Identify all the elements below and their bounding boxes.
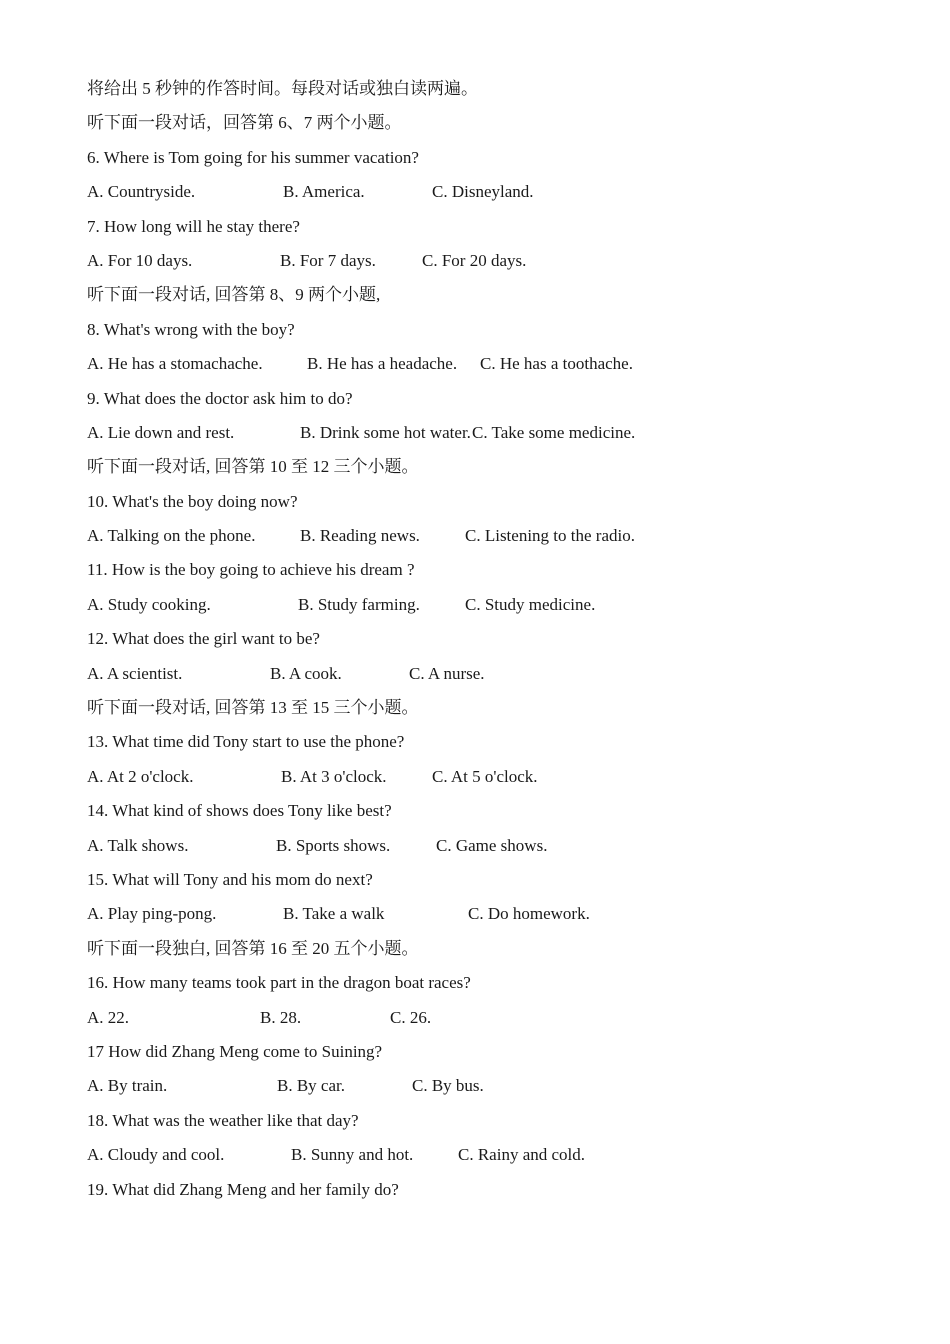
- option-c: C. Rainy and cold.: [458, 1145, 586, 1165]
- option-a: A. Play ping-pong.: [87, 904, 217, 924]
- answer-options: [87, 657, 907, 691]
- question-text: 12. What does the girl want to be?: [87, 629, 320, 649]
- document-page: [87, 72, 907, 1207]
- question-text: 18. What was the weather like that day?: [87, 1110, 359, 1130]
- answer-options: [87, 347, 907, 381]
- option-c: C. Game shows.: [436, 835, 548, 855]
- option-a: A. Countryside.: [87, 182, 196, 202]
- question-text: 15. What will Tony and his mom do next?: [87, 869, 373, 889]
- option-b: B. At 3 o'clock.: [281, 766, 387, 786]
- option-b: B. For 7 days.: [280, 250, 376, 270]
- answer-options: [87, 588, 907, 622]
- option-c: C. Study medicine.: [465, 594, 596, 614]
- question-text: 6. Where is Tom going for his summer vacation?: [87, 147, 419, 167]
- option-c: C. Listening to the radio.: [465, 526, 635, 546]
- answer-options: [87, 760, 907, 794]
- section-instruction: 听下面一段对话，回答第 6、7 两个小题。: [87, 113, 402, 133]
- question-text: 14. What kind of shows does Tony like best?: [87, 801, 392, 821]
- section-instruction: 听下面一段对话, 回答第 10 至 12 三个小题。: [87, 457, 419, 477]
- answer-options: [87, 519, 907, 553]
- question-text: 7. How long will he stay there?: [87, 216, 300, 236]
- answer-options: [87, 416, 907, 450]
- option-a: A. Talking on the phone.: [87, 526, 256, 546]
- option-c: C. He has a toothache.: [480, 354, 633, 374]
- section-instruction: 听下面一段对话, 回答第 13 至 15 三个小题。: [87, 698, 419, 718]
- option-a: A. For 10 days.: [87, 250, 193, 270]
- option-a: A. A scientist.: [87, 663, 183, 683]
- option-a: A. By train.: [87, 1076, 168, 1096]
- option-c: C. Take some medicine.: [472, 422, 636, 442]
- option-b: B. Drink some hot water.: [300, 422, 471, 442]
- question-text: 9. What does the doctor ask him to do?: [87, 388, 353, 408]
- option-c: C. 26.: [390, 1007, 432, 1027]
- section-instruction: 将给出 5 秒钟的作答时间。每段对话或独白读两遍。: [87, 79, 478, 98]
- question-text: 17 How did Zhang Meng come to Suining?: [87, 1041, 383, 1061]
- answer-options: [87, 175, 907, 209]
- answer-options: [87, 829, 907, 863]
- option-b: B. Sports shows.: [276, 835, 391, 855]
- option-c: C. By bus.: [412, 1076, 484, 1096]
- option-c: C. For 20 days.: [422, 250, 527, 270]
- option-c: C. Do homework.: [468, 904, 590, 924]
- question-text: 16. How many teams took part in the dragon boat races?: [87, 973, 471, 993]
- option-a: A. Talk shows.: [87, 835, 189, 855]
- option-a: A. Lie down and rest.: [87, 422, 235, 442]
- section-instruction: 听下面一段独白, 回答第 16 至 20 五个小题。: [87, 938, 419, 958]
- option-a: A. Cloudy and cool.: [87, 1145, 225, 1165]
- option-b: B. He has a headache.: [307, 354, 458, 374]
- question-text: 11. How is the boy going to achieve his dream ?: [87, 560, 415, 580]
- answer-options: [87, 1138, 907, 1172]
- option-c: C. A nurse.: [409, 663, 485, 683]
- section-instruction: 听下面一段对话, 回答第 8、9 两个小题,: [87, 285, 381, 305]
- option-a: A. 22.: [87, 1007, 130, 1027]
- option-b: B. America.: [283, 182, 365, 202]
- option-a: A. At 2 o'clock.: [87, 766, 194, 786]
- option-b: B. By car.: [277, 1076, 345, 1096]
- option-b: B. 28.: [260, 1007, 302, 1027]
- option-c: C. Disneyland.: [432, 182, 534, 202]
- option-a: A. He has a stomachache.: [87, 354, 263, 374]
- option-b: B. Take a walk: [283, 904, 385, 924]
- answer-options: [87, 244, 907, 278]
- answer-options: [87, 1001, 907, 1035]
- option-b: B. Study farming.: [298, 594, 420, 614]
- answer-options: [87, 1069, 907, 1103]
- option-c: C. At 5 o'clock.: [432, 766, 538, 786]
- question-text: 10. What's the boy doing now?: [87, 491, 298, 511]
- option-b: B. Sunny and hot.: [291, 1145, 414, 1165]
- question-text: 8. What's wrong with the boy?: [87, 319, 295, 339]
- answer-options: [87, 897, 907, 931]
- question-text: 13. What time did Tony start to use the phone?: [87, 732, 405, 752]
- option-b: B. A cook.: [270, 663, 342, 683]
- option-b: B. Reading news.: [300, 526, 420, 546]
- option-a: A. Study cooking.: [87, 594, 211, 614]
- question-text: 19. What did Zhang Meng and her family do?: [87, 1179, 399, 1199]
